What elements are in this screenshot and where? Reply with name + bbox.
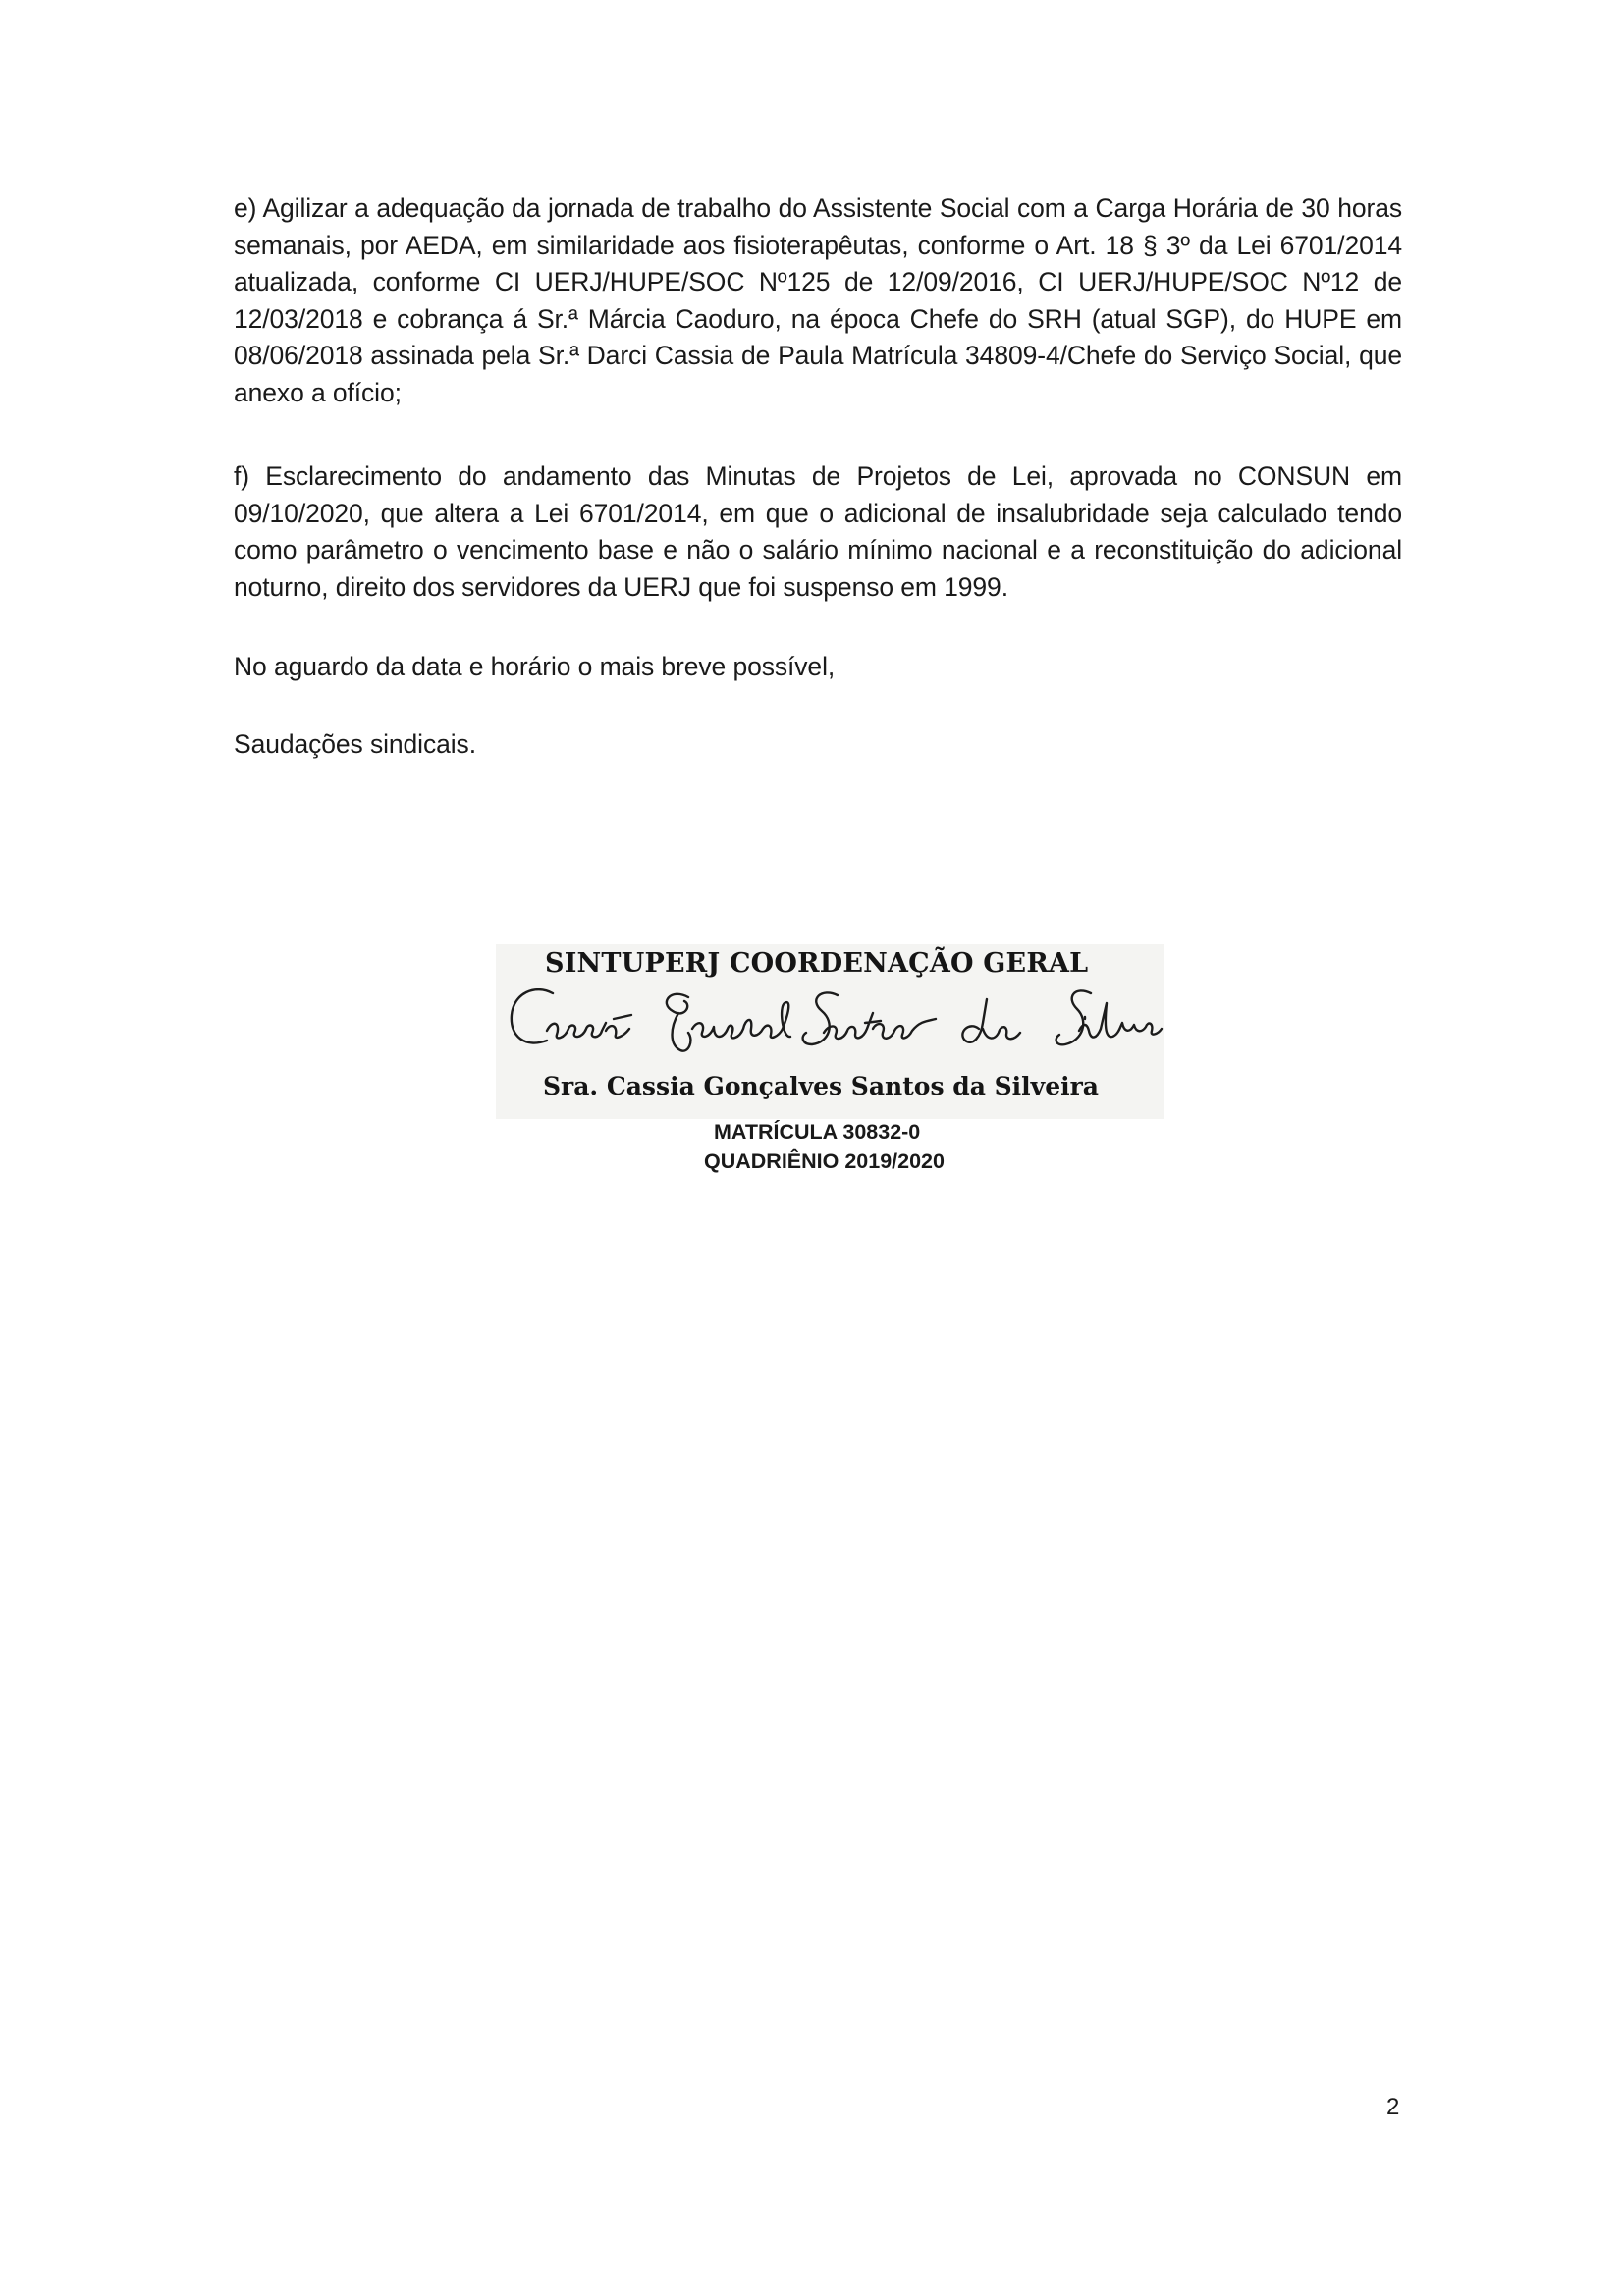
signature-stamp: [496, 944, 1164, 1119]
signer-quadrienio: QUADRIÊNIO 2019/2020: [704, 1149, 945, 1173]
closing-request: No aguardo da data e horário o mais breve possível,: [234, 652, 836, 681]
signer-name: Sra. Cassia Gonçalves Santos da Silveira: [543, 1072, 1099, 1100]
handwritten-signature: [496, 980, 1164, 1068]
closing-request-block: [234, 649, 1402, 686]
closing-greeting: Saudações sindicais.: [234, 729, 476, 759]
paragraph-f-block: [234, 458, 1402, 606]
closing-greeting-block: [234, 726, 1402, 764]
signature-stamp-title: SINTUPERJ COORDENAÇÃO GERAL: [545, 948, 1089, 979]
paragraph-f: f) Esclarecimento do andamento das Minutas de Projetos de Lei, aprovada no CONSUN em 09/10/2020, que altera a Lei 6701/2014, em que o adicional de insalubridade seja calculado tendo como parâmetro o vencimento base e não o salário mínimo nacional e a reconstituição do adicional noturno, direito dos servidores da UERJ que foi suspenso em 1999.: [234, 461, 1402, 602]
paragraph-e-block: [234, 190, 1402, 411]
page-number: 2: [1386, 2094, 1400, 2120]
paragraph-e: e) Agilizar a adequação da jornada de trabalho do Assistente Social com a Carga Horária de 30 horas semanais, por AEDA, em similaridade aos fisioterapêutas, conforme o Art. 18 § 3º da Lei 6701/2014 atualizada, conforme CI UERJ/HUPE/SOC Nº125 de 12/09/2016, CI UERJ/HUPE/SOC Nº12 de 12/03/2018 e cobrança á Sr.ª Márcia Caoduro, na época Chefe do SRH (atual SGP), do HUPE em 08/06/2018 assinada pela Sr.ª Darci Cassia de Paula Matrícula 34809-4/Chefe do Serviço Social, que anexo a ofício;: [234, 193, 1402, 407]
signer-matricula: MATRÍCULA 30832-0: [714, 1120, 921, 1144]
